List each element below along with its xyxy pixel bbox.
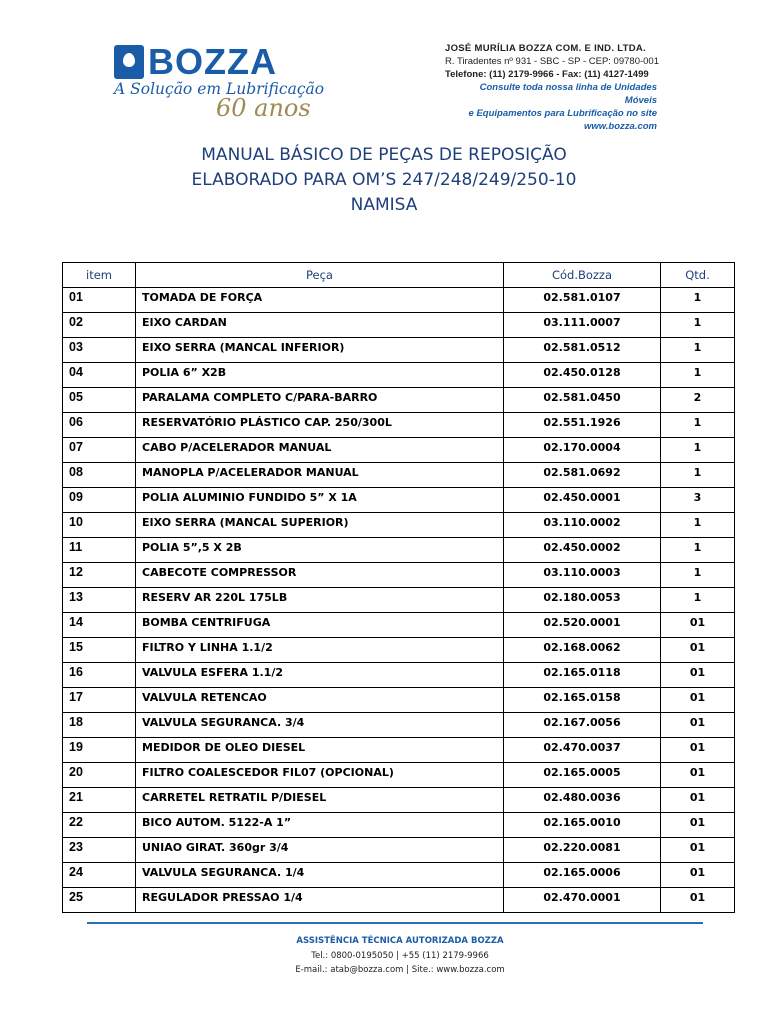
row-cod: 02.450.0001 (504, 488, 661, 513)
row-item: 18 (63, 713, 136, 738)
row-item: 10 (63, 513, 136, 538)
header-cod: Cód.Bozza (504, 263, 661, 288)
row-item: 04 (63, 363, 136, 388)
header-item: item (63, 263, 136, 288)
row-peca: EIXO CARDAN (136, 313, 504, 338)
table-row (63, 738, 735, 763)
row-qtd: 1 (661, 413, 735, 438)
row-qtd: 1 (661, 463, 735, 488)
row-peca: RESERV AR 220L 175LB (136, 588, 504, 613)
row-cod: 03.110.0003 (504, 563, 661, 588)
table-row (63, 863, 735, 888)
row-item: 01 (63, 288, 136, 313)
row-qtd: 01 (661, 613, 735, 638)
row-qtd: 01 (661, 813, 735, 838)
row-peca: VALVULA SEGURANCA. 3/4 (136, 713, 504, 738)
table-row (63, 788, 735, 813)
row-peca: EIXO SERRA (MANCAL SUPERIOR) (136, 513, 504, 538)
company-phones: Telefone: (11) 2179-9966 - Fax: (11) 4127-1499 (445, 69, 649, 80)
row-qtd: 1 (661, 438, 735, 463)
row-qtd: 1 (661, 538, 735, 563)
row-qtd: 01 (661, 713, 735, 738)
row-cod: 02.180.0053 (504, 588, 661, 613)
company-name: JOSÉ MURÍLIA BOZZA COM. E IND. LTDA. (445, 43, 646, 54)
row-item: 20 (63, 763, 136, 788)
row-peca: PARALAMA COMPLETO C/PARA-BARRO (136, 388, 504, 413)
row-cod: 02.165.0158 (504, 688, 661, 713)
row-cod: 02.551.1926 (504, 413, 661, 438)
table-row (63, 513, 735, 538)
logo-tagline: A Solução em Lubrificação (114, 80, 325, 98)
row-cod: 03.111.0007 (504, 313, 661, 338)
row-qtd: 1 (661, 313, 735, 338)
table-row (63, 338, 735, 363)
row-item: 21 (63, 788, 136, 813)
row-cod: 02.581.0692 (504, 463, 661, 488)
table-row (63, 613, 735, 638)
header-peca: Peça (136, 263, 504, 288)
row-qtd: 01 (661, 788, 735, 813)
row-peca: FILTRO Y LINHA 1.1/2 (136, 638, 504, 663)
row-peca: EIXO SERRA (MANCAL INFERIOR) (136, 338, 504, 363)
row-peca: VALVULA ESFERA 1.1/2 (136, 663, 504, 688)
row-peca: REGULADOR PRESSAO 1/4 (136, 888, 504, 913)
footer-phones: Tel.: 0800-0195050 | +55 (11) 2179-9966 (311, 950, 489, 961)
row-qtd: 01 (661, 663, 735, 688)
logo-anniversary: 60 anos (216, 94, 311, 122)
row-cod: 02.581.0107 (504, 288, 661, 313)
row-item: 09 (63, 488, 136, 513)
company-address: R. Tiradentes nº 931 - SBC - SP - CEP: 09780-001 (445, 56, 659, 67)
row-cod: 02.165.0118 (504, 663, 661, 688)
row-peca: UNIAO GIRAT. 360gr 3/4 (136, 838, 504, 863)
footer-divider (87, 922, 703, 924)
row-qtd: 3 (661, 488, 735, 513)
company-promo-1: Consulte toda nossa linha de Unidades Móveis (479, 82, 657, 106)
footer-contact: E-mail.: atab@bozza.com | Site.: www.bozza.com (295, 965, 505, 975)
table-row (63, 388, 735, 413)
row-qtd: 1 (661, 563, 735, 588)
row-peca: CABECOTE COMPRESSOR (136, 563, 504, 588)
row-qtd: 1 (661, 288, 735, 313)
row-item: 25 (63, 888, 136, 913)
table-row (63, 763, 735, 788)
row-item: 15 (63, 638, 136, 663)
row-item: 05 (63, 388, 136, 413)
row-item: 24 (63, 863, 136, 888)
row-peca: POLIA 6” X2B (136, 363, 504, 388)
row-peca: MEDIDOR DE OLEO DIESEL (136, 738, 504, 763)
row-cod: 02.170.0004 (504, 438, 661, 463)
table-row (63, 813, 735, 838)
company-website[interactable]: www.bozza.com (583, 121, 657, 132)
oil-drop-icon (114, 45, 144, 79)
row-item: 12 (63, 563, 136, 588)
row-cod: 02.581.0450 (504, 388, 661, 413)
row-cod: 03.110.0002 (504, 513, 661, 538)
row-cod: 02.167.0056 (504, 713, 661, 738)
row-item: 11 (63, 538, 136, 563)
table-row (63, 538, 735, 563)
row-qtd: 01 (661, 888, 735, 913)
row-cod: 02.165.0005 (504, 763, 661, 788)
table-row (63, 638, 735, 663)
row-qtd: 2 (661, 388, 735, 413)
bozza-logo (112, 41, 325, 127)
row-item: 16 (63, 663, 136, 688)
row-peca: MANOPLA P/ACELERADOR MANUAL (136, 463, 504, 488)
table-row (63, 288, 735, 313)
row-qtd: 01 (661, 638, 735, 663)
row-cod: 02.450.0002 (504, 538, 661, 563)
row-cod: 02.220.0081 (504, 838, 661, 863)
table-row (63, 888, 735, 913)
table-row (63, 363, 735, 388)
row-peca: FILTRO COALESCEDOR FIL07 (OPCIONAL) (136, 763, 504, 788)
table-row (63, 838, 735, 863)
document-title-line1: MANUAL BÁSICO DE PEÇAS DE REPOSIÇÃO (201, 145, 567, 165)
row-peca: POLIA ALUMINIO FUNDIDO 5” X 1A (136, 488, 504, 513)
row-cod: 02.450.0128 (504, 363, 661, 388)
row-cod: 02.168.0062 (504, 638, 661, 663)
footer-title: ASSISTÊNCIA TÉCNICA AUTORIZADA BOZZA (296, 936, 504, 946)
company-info (445, 42, 665, 133)
table-row (63, 463, 735, 488)
footer (0, 934, 768, 978)
row-qtd: 1 (661, 513, 735, 538)
row-qtd: 01 (661, 688, 735, 713)
table-row (63, 713, 735, 738)
row-item: 14 (63, 613, 136, 638)
table-row (63, 588, 735, 613)
row-qtd: 01 (661, 838, 735, 863)
row-peca: BOMBA CENTRIFUGA (136, 613, 504, 638)
row-peca: RESERVATÓRIO PLÁSTICO CAP. 250/300L (136, 413, 504, 438)
table-row (63, 413, 735, 438)
row-cod: 02.470.0001 (504, 888, 661, 913)
header-qtd: Qtd. (661, 263, 735, 288)
row-item: 17 (63, 688, 136, 713)
table-row (63, 488, 735, 513)
row-qtd: 1 (661, 363, 735, 388)
row-peca: BICO AUTOM. 5122-A 1” (136, 813, 504, 838)
row-peca: CABO P/ACELERADOR MANUAL (136, 438, 504, 463)
row-cod: 02.480.0036 (504, 788, 661, 813)
row-cod: 02.165.0006 (504, 863, 661, 888)
row-cod: 02.520.0001 (504, 613, 661, 638)
row-item: 13 (63, 588, 136, 613)
document-title-line3: NAMISA (350, 195, 418, 215)
logo-brand: BOZZA (148, 41, 277, 82)
row-item: 06 (63, 413, 136, 438)
table-header-row (63, 263, 735, 288)
parts-table (62, 262, 735, 913)
row-peca: CARRETEL RETRATIL P/DIESEL (136, 788, 504, 813)
row-qtd: 01 (661, 863, 735, 888)
row-item: 07 (63, 438, 136, 463)
table-row (63, 688, 735, 713)
row-qtd: 1 (661, 588, 735, 613)
row-item: 08 (63, 463, 136, 488)
row-item: 22 (63, 813, 136, 838)
row-item: 02 (63, 313, 136, 338)
table-row (63, 663, 735, 688)
row-item: 03 (63, 338, 136, 363)
row-qtd: 1 (661, 338, 735, 363)
row-cod: 02.581.0512 (504, 338, 661, 363)
row-cod: 02.165.0010 (504, 813, 661, 838)
row-qtd: 01 (661, 763, 735, 788)
table-row (63, 563, 735, 588)
row-peca: VALVULA SEGURANCA. 1/4 (136, 863, 504, 888)
row-qtd: 01 (661, 738, 735, 763)
row-cod: 02.470.0037 (504, 738, 661, 763)
row-peca: TOMADA DE FORÇA (136, 288, 504, 313)
document-title-line2: ELABORADO PARA OM’S 247/248/249/250-10 (191, 170, 577, 190)
table-row (63, 313, 735, 338)
row-item: 19 (63, 738, 136, 763)
row-item: 23 (63, 838, 136, 863)
table-row (63, 438, 735, 463)
row-peca: POLIA 5”,5 X 2B (136, 538, 504, 563)
company-promo-2: e Equipamentos para Lubrificação no site (468, 108, 657, 119)
row-peca: VALVULA RETENCAO (136, 688, 504, 713)
